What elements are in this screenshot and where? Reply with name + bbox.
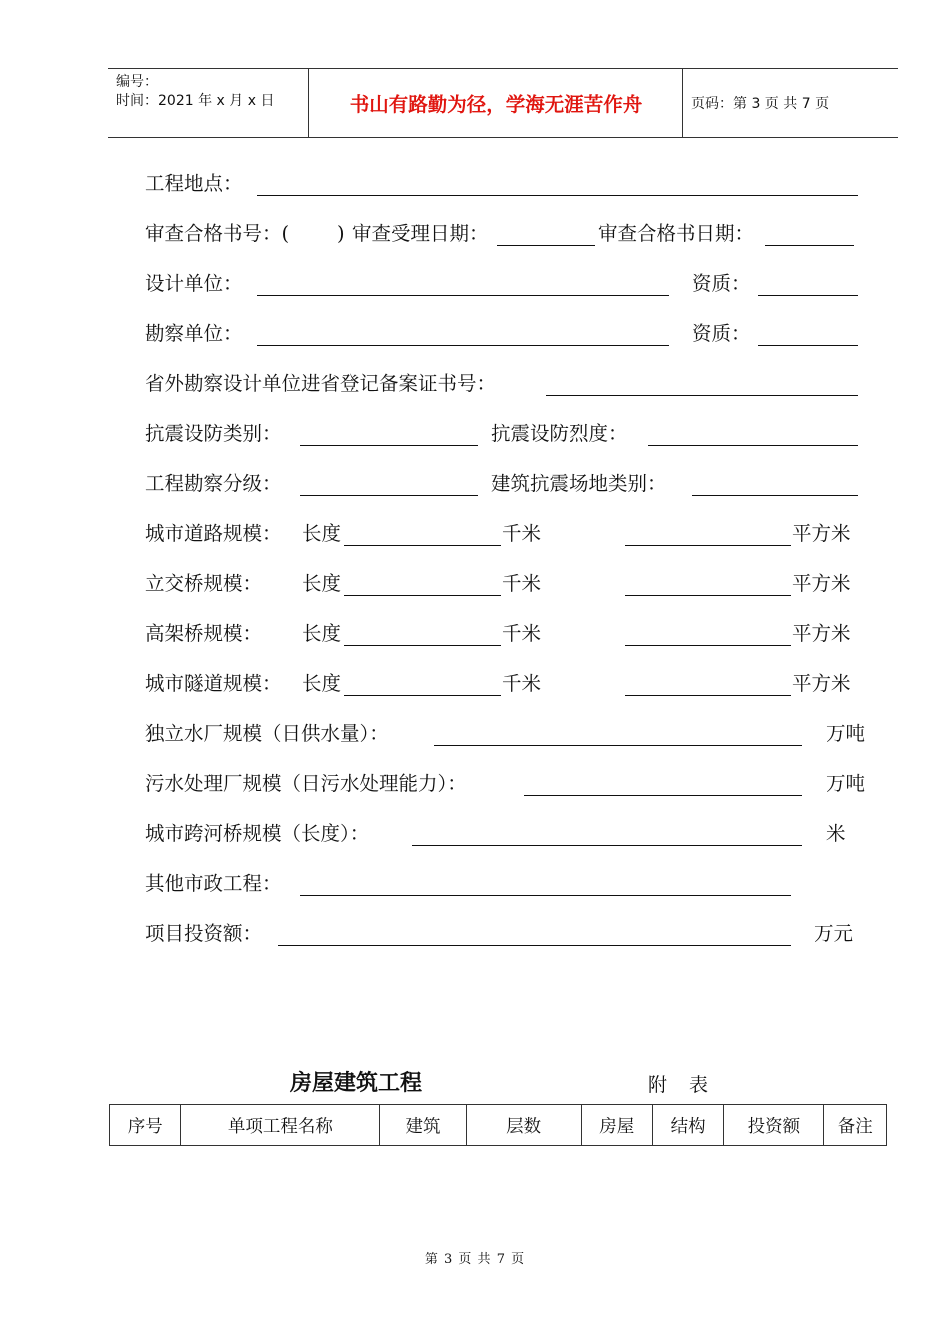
urban-road-area-field[interactable] [625, 545, 791, 546]
page-header [108, 68, 898, 138]
other-municipal-field[interactable] [300, 895, 791, 896]
column-header: 建筑 [380, 1105, 466, 1146]
survey-qualification-field[interactable] [758, 345, 858, 346]
urban-road-length-field[interactable] [344, 545, 501, 546]
page-footer: 第 3 页 共 7 页 [424, 1252, 526, 1267]
river-bridge-field[interactable] [412, 845, 802, 846]
number-label: 编号： [116, 74, 158, 90]
tunnel-area-field[interactable] [625, 695, 791, 696]
seismic-category-field[interactable] [300, 445, 478, 446]
length-label: 长度 [302, 572, 342, 595]
header-divider [682, 69, 683, 137]
column-header: 序号 [110, 1105, 181, 1146]
wan-yuan-unit: 万元 [814, 922, 854, 945]
seismic-intensity-field[interactable] [648, 445, 858, 446]
survey-unit-label: 勘察单位： [145, 322, 243, 345]
review-cert-date-field[interactable] [765, 245, 854, 246]
river-bridge-label: 城市跨河桥规模（长度）： [145, 822, 370, 845]
survey-grade-field[interactable] [300, 495, 478, 496]
length-label: 长度 [302, 522, 342, 545]
sewage-plant-field[interactable] [524, 795, 802, 796]
column-header: 房屋 [581, 1105, 652, 1146]
meter-unit: 米 [826, 822, 846, 845]
km-unit: 千米 [502, 572, 542, 595]
attachment-table [109, 1104, 887, 1146]
sqm-unit: 平方米 [792, 572, 851, 595]
review-cert-date-label: 审查合格书日期： [598, 222, 755, 245]
other-municipal-label: 其他市政工程： [145, 872, 282, 895]
urban-road-label: 城市道路规模： [145, 522, 282, 545]
wan-ton-unit: 万吨 [826, 722, 866, 745]
investment-label: 项目投资额： [145, 922, 263, 945]
date-label: 时间：2021 年 x 月 x 日 [116, 93, 275, 109]
location-field[interactable] [257, 195, 858, 196]
column-header: 层数 [466, 1105, 581, 1146]
survey-qualification-label: 资质： [692, 322, 751, 345]
viaduct-length-field[interactable] [344, 645, 501, 646]
sqm-unit: 平方米 [792, 672, 851, 695]
column-header: 备注 [824, 1105, 887, 1146]
viaduct-area-field[interactable] [625, 645, 791, 646]
header-motto: 书山有路勤为径，学海无涯苦作舟 [349, 93, 643, 116]
section-title: 房屋建筑工程 [290, 1071, 423, 1096]
interchange-length-field[interactable] [344, 595, 501, 596]
out-of-province-field[interactable] [546, 395, 858, 396]
design-unit-field[interactable] [257, 295, 669, 296]
column-header: 单项工程名称 [181, 1105, 380, 1146]
header-page-label: 页码：第 3 页 共 7 页 [691, 96, 830, 112]
column-header: 结构 [652, 1105, 723, 1146]
out-of-province-label: 省外勘察设计单位进省登记备案证书号： [145, 372, 497, 395]
length-label: 长度 [302, 672, 342, 695]
interchange-area-field[interactable] [625, 595, 791, 596]
survey-unit-field[interactable] [257, 345, 669, 346]
site-category-field[interactable] [692, 495, 858, 496]
section-subtitle: 附表 [648, 1074, 731, 1096]
site-category-label: 建筑抗震场地类别： [491, 472, 667, 495]
sewage-plant-label: 污水处理厂规模（日污水处理能力）： [145, 772, 467, 795]
column-header: 投资额 [724, 1105, 824, 1146]
water-plant-label: 独立水厂规模（日供水量）： [145, 722, 389, 745]
wan-ton-unit: 万吨 [826, 772, 866, 795]
km-unit: 千米 [502, 672, 542, 695]
viaduct-label: 高架桥规模： [145, 622, 263, 645]
table-header-row [110, 1105, 887, 1146]
header-meta [116, 73, 274, 111]
seismic-category-label: 抗震设防类别： [145, 422, 282, 445]
review-cert-no-label: 审查合格书号：( [145, 222, 290, 245]
review-accept-date-field[interactable] [497, 245, 595, 246]
tunnel-label: 城市隧道规模： [145, 672, 282, 695]
design-unit-label: 设计单位： [145, 272, 243, 295]
km-unit: 千米 [502, 522, 542, 545]
km-unit: 千米 [502, 622, 542, 645]
interchange-label: 立交桥规模： [145, 572, 263, 595]
location-label: 工程地点： [145, 172, 243, 195]
survey-grade-label: 工程勘察分级： [145, 472, 282, 495]
sqm-unit: 平方米 [792, 622, 851, 645]
review-accept-date-label: 审查受理日期： [352, 222, 489, 245]
investment-field[interactable] [278, 945, 791, 946]
sqm-unit: 平方米 [792, 522, 851, 545]
design-qualification-field[interactable] [758, 295, 858, 296]
length-label: 长度 [302, 622, 342, 645]
header-divider [308, 69, 309, 137]
review-cert-no-close: ) [337, 222, 345, 245]
tunnel-length-field[interactable] [344, 695, 501, 696]
design-qualification-label: 资质： [692, 272, 751, 295]
seismic-intensity-label: 抗震设防烈度： [491, 422, 628, 445]
water-plant-field[interactable] [434, 745, 802, 746]
